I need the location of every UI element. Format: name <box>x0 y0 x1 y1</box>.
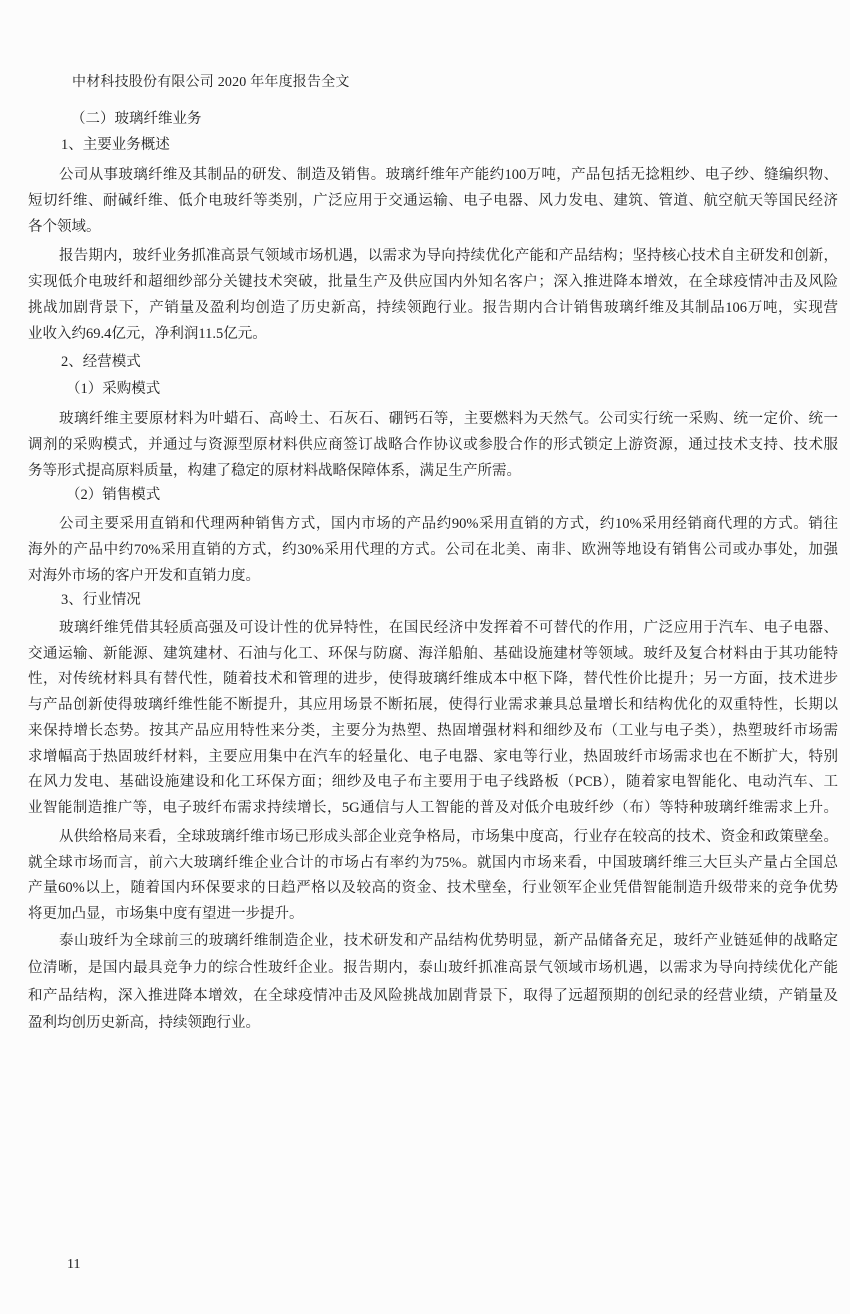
heading-procurement-model: （1）采购模式 <box>66 381 161 397</box>
text-line: 玻璃纤维凭借其轻质高强及可设计性的优异特性，在国民经济中发挥着不可替代的作用，广泛应用于汽车、电子电器、 <box>59 620 838 636</box>
text-line: 业智能制造推广等，电子玻纤布需求持续增长，5G通信与人工智能的普及对低介电玻纤纱（布）等特种玻璃纤维需求上升。 <box>28 799 838 816</box>
para-procurement-model <box>28 406 838 484</box>
text-line: 与产品创新使得玻璃纤维性能不断提升，其应用场景不断拓展，使得行业需求兼具总量增长和结构优化的双重特性，长期以 <box>28 697 838 714</box>
report-header: 中材科技股份有限公司 2020 年年度报告全文 <box>72 75 350 90</box>
text-line: 将更加凸显，市场集中度有望进一步提升。 <box>28 906 304 923</box>
text-line: 务等形式提高原料质量，构建了稳定的原材料战略保障体系，满足生产所需。 <box>28 463 521 479</box>
text-line: 和产品结构，深入推进降本增效，在全球疫情冲击及风险挑战加剧背景下，取得了远超预期的创纪录的经营业绩，产销量及 <box>28 987 838 1004</box>
text-line: 求增幅高于热固玻纤材料，主要应用集中在汽车的轻量化、电子电器、家电等行业，热固玻纤市场需求也在不断扩大，特别 <box>28 748 838 765</box>
section-heading-glass-fiber-business: （二）玻璃纤维业务 <box>71 111 202 127</box>
text-line: 公司主要采用直销和代理两种销售方式，国内市场的产品约90%采用直销的方式，约10%采用经销商代理的方式。销往 <box>59 516 838 532</box>
text-line: 就全球市场而言，前六大玻璃纤维企业合计的市场占有率约为75%。就国内市场来看，中国玻璃纤维三大巨头产量占全国总 <box>28 854 838 871</box>
text-line: 业收入约69.4亿元，净利润11.5亿元。 <box>28 326 267 342</box>
text-line: 盈利均创历史新高，持续领跑行业。 <box>28 1014 260 1031</box>
para-reporting-period-results <box>28 243 838 347</box>
heading-sales-model: （2）销售模式 <box>66 487 161 503</box>
para-supply-landscape <box>28 825 838 928</box>
text-line: 海外的产品中约70%采用直销的方式，约30%采用代理的方式。公司在北美、南非、欧洲等地设有销售公司或办事处，加强 <box>28 542 838 558</box>
heading-operating-model: 2、经营模式 <box>61 354 141 370</box>
text-line: 来保持增长态势。按其产品应用特性来分类，主要分为热塑、热固增强材料和细纱及布（工业与电子类），热塑玻纤市场需 <box>28 722 838 739</box>
text-line: 交通运输、新能源、建筑建材、石油与化工、环保与防腐、海洋船舶、基础设施建材等领域。玻纤及复合材料由于其功能特 <box>28 645 838 662</box>
heading-industry-overview: 3、行业情况 <box>61 592 141 608</box>
text-line: 各个领域。 <box>28 218 101 235</box>
para-business-overview <box>28 163 838 240</box>
text-line: 挑战加剧背景下，产销量及盈利均创造了历史新高，持续领跑行业。报告期内合计销售玻璃纤维及其制品106万吨，实现营 <box>28 300 838 316</box>
text-line: 报告期内，玻纤业务抓准高景气领域市场机遇，以需求为导向持续优化产能和产品结构；坚持核心技术自主研发和创新， <box>59 248 838 264</box>
page-number: 11 <box>67 1257 81 1272</box>
text-line: 实现低介电玻纤和超细纱部分关键技术突破，批量生产及供应国内外知名客户；深入推进降本增效，在全球疫情冲击及风险 <box>28 274 838 290</box>
para-sales-model <box>28 511 838 589</box>
text-line: 调剂的采购模式，并通过与资源型原材料供应商签订战略合作协议或参股合作的形式锁定上游资源，通过技术支持、技术服 <box>28 437 838 453</box>
text-line: 在风力发电、基础设施建设和化工环保方面；细纱及电子布主要用于电子线路板（PCB），随着家电智能化、电动汽车、工 <box>28 774 838 791</box>
heading-main-business-overview: 1、主要业务概述 <box>61 137 170 153</box>
para-industry-overview <box>28 616 838 822</box>
para-taishan-fiberglass <box>28 928 838 1037</box>
text-line: 位清晰，是国内最具竞争力的综合性玻纤企业。报告期内，泰山玻纤抓准高景气领域市场机遇，以需求为导向持续优化产能 <box>28 960 838 977</box>
text-line: 性，对传统材料具有替代性，随着技术和管理的进步，使得玻璃纤维成本中枢下降，替代性价比提升；另一方面，技术进步 <box>28 671 838 688</box>
text-line: 泰山玻纤为全球前三的玻璃纤维制造企业，技术研发和产品结构优势明显，新产品储备充足，玻纤产业链延伸的战略定 <box>59 933 838 949</box>
text-line: 短切纤维、耐碱纤维、低介电玻纤等类别，广泛应用于交通运输、电子电器、风力发电、建筑、管道、航空航天等国民经济 <box>28 192 838 209</box>
text-line: 玻璃纤维主要原材料为叶蜡石、高岭土、石灰石、硼钙石等，主要燃料为天然气。公司实行统一采购、统一定价、统一 <box>59 411 838 427</box>
text-line: 从供给格局来看，全球玻璃纤维市场已形成头部企业竞争格局，市场集中度高，行业存在较高的技术、资金和政策壁垒。 <box>59 829 838 845</box>
text-line: 对海外市场的客户开发和直销力度。 <box>28 568 260 584</box>
text-line: 公司从事玻璃纤维及其制品的研发、制造及销售。玻璃纤维年产能约100万吨，产品包括无捻粗纱、电子纱、缝编织物、 <box>59 167 838 183</box>
text-line: 产量60%以上，随着国内环保要求的日趋严格以及较高的资金、技术壁垒，行业领军企业凭借智能制造升级带来的竞争优势 <box>28 880 838 897</box>
